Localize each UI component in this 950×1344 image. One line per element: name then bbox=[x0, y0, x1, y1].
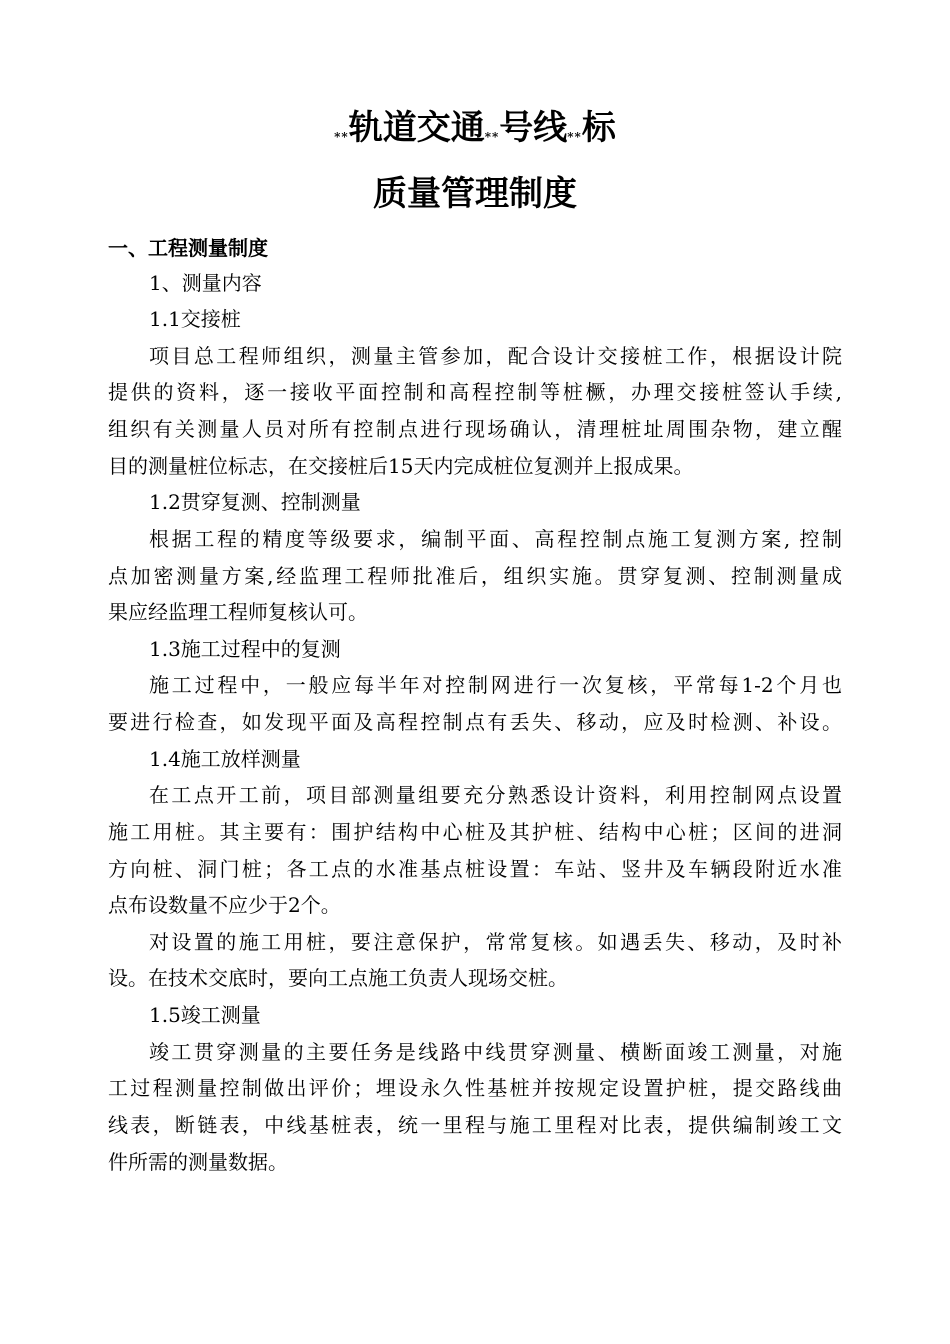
paragraph-line: 点布设数量不应少于2个。 bbox=[108, 893, 341, 917]
title-text-2: 号线 bbox=[499, 108, 568, 148]
paragraph-line: 线表，断链表，中线基桩表，统一里程与施工里程对比表，提供编制竣工文 bbox=[108, 1113, 842, 1137]
subsection-heading: 1.2贯穿复测、控制测量 bbox=[149, 490, 361, 514]
paragraph-line: 提供的资料，逐一接收平面控制和高程控制等桩橛，办理交接桩签认手续, bbox=[108, 380, 842, 404]
paragraph-line: 果应经监理工程师复核认可。 bbox=[108, 600, 368, 624]
paragraph-line: 对设置的施工用桩，要注意保护，常常复核。如遇丢失、移动，及时补 bbox=[149, 930, 842, 954]
subsection-heading: 1.1交接桩 bbox=[149, 307, 241, 331]
title-mark-2: ** bbox=[484, 130, 500, 144]
title-mark-3: ** bbox=[567, 130, 582, 144]
document-subtitle: 质量管理制度 bbox=[373, 174, 577, 214]
subsection-heading: 1.3施工过程中的复测 bbox=[149, 637, 341, 661]
paragraph-line: 施工过程中，一般应每半年对控制网进行一次复核，平常每1-2个月也 bbox=[149, 673, 842, 697]
title-text-3: 标 bbox=[581, 108, 616, 148]
paragraph-line: 工过程测量控制做出评价；埋设永久性基桩并按规定设置护桩，提交路线曲 bbox=[108, 1076, 842, 1100]
subsection-heading: 1.4施工放样测量 bbox=[149, 747, 301, 771]
paragraph-line: 要进行检查，如发现平面及高程控制点有丢失、移动，应及时检测、补设。 bbox=[108, 710, 842, 734]
title-mark-1: ** bbox=[334, 130, 349, 144]
paragraph-line: 施工用桩。其主要有：围护结构中心桩及其护桩、结构中心桩；区间的进洞 bbox=[108, 820, 842, 844]
paragraph-line: 点加密测量方案,经监理工程师批准后，组织实施。贯穿复测、控制测量成 bbox=[108, 564, 842, 588]
section-heading: 一、工程测量制度 bbox=[108, 236, 268, 260]
paragraph-line: 方向桩、洞门桩；各工点的水准基点桩设置：车站、竖井及车辆段附近水准 bbox=[108, 857, 842, 881]
paragraph-line: 设。在技术交底时，要向工点施工负责人现场交桩。 bbox=[108, 966, 568, 990]
title-text-1: 轨道交通 bbox=[348, 108, 485, 148]
subsection-heading: 1.5竣工测量 bbox=[149, 1003, 261, 1027]
paragraph-line: 件所需的测量数据。 bbox=[108, 1150, 288, 1174]
subsection-heading: 1、测量内容 bbox=[149, 271, 262, 295]
paragraph-line: 项目总工程师组织，测量主管参加，配合设计交接桩工作，根据设计院 bbox=[149, 344, 842, 368]
paragraph-line: 根据工程的精度等级要求，编制平面、高程控制点施工复测方案, 控制 bbox=[149, 527, 842, 551]
paragraph-line: 竣工贯穿测量的主要任务是线路中线贯穿测量、横断面竣工测量，对施 bbox=[149, 1040, 842, 1064]
paragraph-line: 目的测量桩位标志，在交接桩后15天内完成桩位复测并上报成果。 bbox=[108, 454, 694, 478]
document-title bbox=[0, 106, 950, 159]
paragraph-line: 组织有关测量人员对所有控制点进行现场确认，清理桩址周围杂物，建立醒 bbox=[108, 417, 842, 441]
paragraph-line: 在工点开工前，项目部测量组要充分熟悉设计资料，利用控制网点设置 bbox=[149, 783, 842, 807]
